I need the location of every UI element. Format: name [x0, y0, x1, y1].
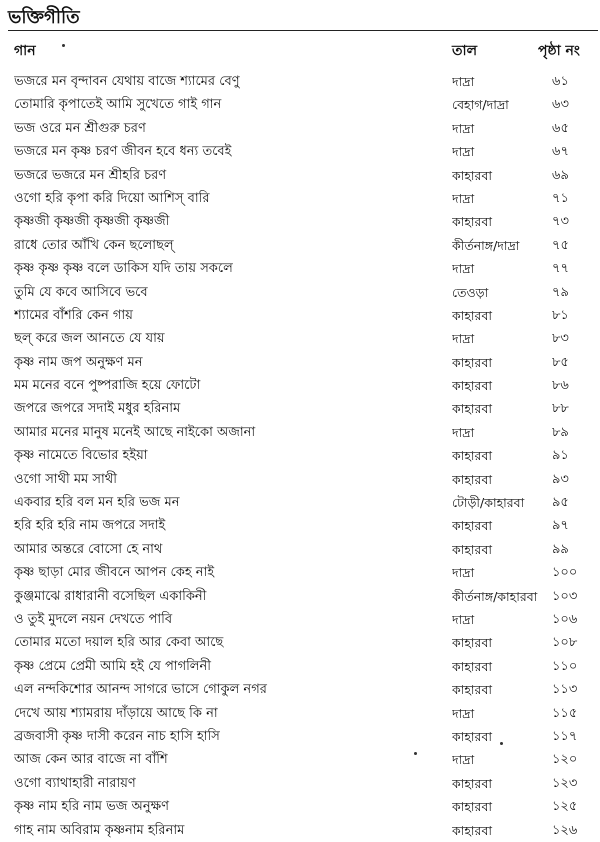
page-number: ১০৮ — [552, 635, 578, 651]
tal-name: কাহারবা — [452, 214, 493, 230]
page-number: ৮৫ — [552, 354, 569, 370]
page-number: ৭১ — [552, 190, 569, 206]
tal-name: কাহারবা — [452, 635, 493, 651]
song-title: কৃষ্ণ প্রেমে প্রেমী আমি হই যে পাগলিনী — [14, 658, 211, 674]
table-row — [0, 93, 600, 116]
tal-name: দাদ্রা — [452, 144, 475, 160]
table-row — [0, 702, 600, 725]
tal-name: দাদ্রা — [452, 565, 475, 581]
table-row — [0, 772, 600, 795]
page-number: ৯১ — [552, 448, 569, 464]
song-title: তুমি যে কবে আসিবে ভবে — [14, 284, 148, 300]
tal-name: কাহারবা — [452, 728, 493, 744]
song-title: কৃষ্ণ ছাড়া মোর জীবনে আপন কেহ নাই — [14, 565, 215, 581]
table-row — [0, 117, 600, 140]
page-number: ৭৯ — [552, 284, 569, 300]
page-number: ৬১ — [552, 74, 569, 89]
tal-name: দাদ্রা — [452, 752, 475, 768]
tal-name: কাহারবা — [452, 518, 493, 534]
tal-name: কাহারবা — [452, 378, 493, 394]
table-row — [0, 187, 600, 210]
song-title: শ্যামের বাঁশরি কেন গায় — [14, 307, 133, 323]
tal-name: কীর্তনাঙ্গ/কাহারবা — [452, 588, 538, 604]
page-number: ১১০ — [552, 658, 578, 674]
tal-name: দাদ্রা — [452, 424, 475, 440]
song-index-table — [0, 70, 600, 842]
song-title: ভজরে ভজরে মন শ্রীহরি চরণ — [14, 167, 167, 183]
table-row — [0, 421, 600, 444]
page-number: ১২৬ — [552, 822, 578, 838]
table-row — [0, 468, 600, 491]
table-row — [0, 304, 600, 327]
song-title: আজ কেন আর বাজে না বাঁশি — [14, 752, 168, 768]
table-row — [0, 70, 600, 93]
song-title: কৃষ্ণ নাম হরি নাম ভজ অনুক্ষণ — [14, 799, 169, 815]
song-title: ভজরে মন বৃন্দাবন যেথায় বাজে শ্যামের বেণু — [14, 74, 240, 89]
page-number: ৮৯ — [552, 424, 569, 440]
table-row — [0, 678, 600, 701]
tal-name: কাহারবা — [452, 354, 493, 370]
song-title: ওগো সাথী মম সাথী — [14, 471, 117, 487]
tal-name: কাহারবা — [452, 401, 493, 417]
tal-name: দাদ্রা — [452, 120, 475, 136]
song-title: এল নন্দকিশোর আনন্দ সাগরে ভাসে গোকুল নগর — [14, 682, 267, 698]
song-title: কৃষ্ণ নাম জপ অনুক্ষণ মন — [14, 354, 143, 370]
table-row — [0, 210, 600, 233]
page-number: ১০৬ — [552, 611, 578, 627]
tal-name: দাদ্রা — [452, 611, 475, 627]
tal-name: তেওড়া — [452, 284, 489, 300]
song-title: আমার অন্তরে বোসো হে নাথ — [14, 541, 163, 557]
table-row — [0, 351, 600, 374]
page-number: ১০৩ — [552, 588, 578, 604]
page-number: ৬৫ — [552, 120, 569, 136]
page-number: ৯৯ — [552, 541, 569, 557]
table-row — [0, 748, 600, 771]
song-title: তোমারি কৃপাতেই আমি সুখেতে গাই গান — [14, 97, 222, 113]
tal-name: দাদ্রা — [452, 705, 475, 721]
page-number: ১১৫ — [552, 705, 578, 721]
page-number: ১১৩ — [552, 682, 578, 698]
tal-name: কাহারবা — [452, 822, 493, 838]
page-number: ১২৫ — [552, 799, 578, 815]
page-number: ১১৭ — [552, 728, 578, 744]
page-number: ১২৩ — [552, 775, 578, 791]
tal-name: কাহারবা — [452, 307, 493, 323]
song-title: জপরে জপরে সদাই মধুর হরিনাম — [14, 401, 181, 417]
page-number: ৬৭ — [552, 144, 569, 160]
page-number: ৮৬ — [552, 378, 569, 394]
song-title: ওগো হরি কৃপা করি দিয়ো আশিস্ বারি — [14, 190, 210, 206]
table-row — [0, 444, 600, 467]
table-row — [0, 397, 600, 420]
song-title: ব্রজবাসী কৃষ্ণ দাসী করেন নাচ হাসি হাসি — [14, 728, 220, 744]
table-row — [0, 281, 600, 304]
title-underline — [8, 30, 598, 31]
tal-name: কাহারবা — [452, 658, 493, 674]
tal-name: দাদ্রা — [452, 261, 475, 277]
section-title: ভক্তিগীতি — [8, 7, 80, 28]
tal-name: কাহারবা — [452, 799, 493, 815]
table-row — [0, 514, 600, 537]
table-row — [0, 327, 600, 350]
tal-name: কাহারবা — [452, 448, 493, 464]
table-row — [0, 655, 600, 678]
song-title: ও তুই মুদলে নয়ন দেখতে পাবি — [14, 611, 173, 627]
page-number: ১২০ — [552, 752, 578, 768]
tal-name: কাহারবা — [452, 471, 493, 487]
page-number: ৮৮ — [552, 401, 569, 417]
tal-name: কাহারবা — [452, 541, 493, 557]
table-row — [0, 561, 600, 584]
table-row — [0, 164, 600, 187]
table-row — [0, 491, 600, 514]
tal-name: দাদ্রা — [452, 331, 475, 347]
column-header-page: পৃষ্ঠা নং — [538, 43, 580, 59]
song-title: আমার মনের মানুষ মনেই আছে নাইকো অজানা — [14, 424, 256, 440]
song-title: কৃষ্ণজী কৃষ্ণজী কৃষ্ণজী কৃষ্ণজী — [14, 214, 170, 230]
table-row — [0, 374, 600, 397]
table-row — [0, 538, 600, 561]
song-title: কুঞ্জমাঝে রাধারানী বসেছিল একাকিনী — [14, 588, 207, 604]
page-number: ৬৯ — [552, 167, 569, 183]
tal-name: কীর্তনাঙ্গ/দাদ্রা — [452, 237, 520, 253]
song-title: ছল্ করে জল আনতে যে যায় — [14, 331, 165, 347]
page-number: ৯৩ — [552, 471, 569, 487]
page-number: ৭৭ — [552, 261, 569, 277]
tal-name: কাহারবা — [452, 775, 493, 791]
tal-name: কাহারবা — [452, 682, 493, 698]
song-title: কৃষ্ণ নামেতে বিভোর হইয়া — [14, 448, 148, 464]
print-speck — [62, 44, 65, 47]
column-header-tal: তাল — [452, 43, 477, 59]
table-row — [0, 234, 600, 257]
song-title: একবার হরি বল মন হরি ভজ মন — [14, 495, 180, 511]
page-number: ৭৫ — [552, 237, 569, 253]
table-row — [0, 725, 600, 748]
table-row — [0, 608, 600, 631]
tal-name: কাহারবা — [452, 167, 493, 183]
song-title: কৃষ্ণ কৃষ্ণ কৃষ্ণ বলে ডাকিস যদি তায় সকলে — [14, 261, 233, 277]
song-title: মম মনের বনে পুষ্পরাজি হয়ে ফোটো — [14, 378, 201, 394]
tal-name: দাদ্রা — [452, 74, 475, 89]
page-number: ৭৩ — [552, 214, 569, 230]
page-number: ৯৭ — [552, 518, 569, 534]
table-row — [0, 585, 600, 608]
column-header-song: গান — [14, 43, 36, 59]
song-title: রাধে তোর আঁখি কেন ছলোছল্ — [14, 237, 174, 253]
song-title: দেখে আয় শ্যামরায় দাঁড়ায়ে আছে কি না — [14, 705, 218, 721]
page-number: ৬৩ — [552, 97, 569, 113]
page-number: ৯৫ — [552, 495, 569, 511]
table-row — [0, 631, 600, 654]
song-title: ভজরে মন কৃষ্ণ চরণ জীবন হবে ধন্য তবেই — [14, 144, 232, 160]
page-number: ৮৩ — [552, 331, 569, 347]
table-row — [0, 819, 600, 842]
print-speck — [500, 742, 503, 745]
table-row — [0, 257, 600, 280]
print-speck — [414, 752, 417, 755]
song-title: গাহ নাম অবিরাম কৃষ্ণনাম হরিনাম — [14, 822, 185, 838]
song-title: তোমার মতো দয়াল হরি আর কেবা আছে — [14, 635, 224, 651]
page-number: ১০০ — [552, 565, 578, 581]
tal-name: টোড়ী/কাহারবা — [452, 495, 525, 511]
table-row — [0, 140, 600, 163]
page-number: ৮১ — [552, 307, 569, 323]
tal-name: বেহাগ/দাদ্রা — [452, 97, 509, 113]
song-title: ওগো ব্যাথাহারী নারায়ণ — [14, 775, 136, 791]
tal-name: দাদ্রা — [452, 190, 475, 206]
table-row — [0, 795, 600, 818]
song-title: ভজ ওরে মন শ্রীগুরু চরণ — [14, 120, 146, 136]
song-title: হরি হরি হরি নাম জপরে সদাই — [14, 518, 166, 534]
